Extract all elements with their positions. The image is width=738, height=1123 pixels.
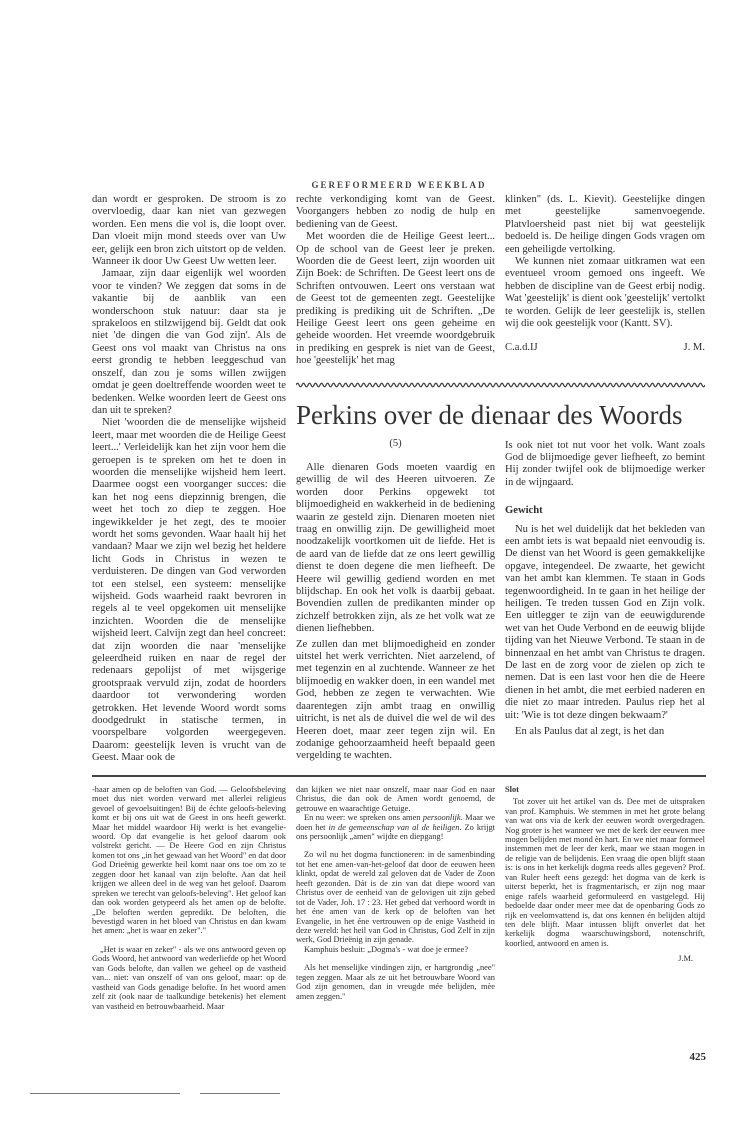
middle-column-top	[296, 194, 495, 368]
lower-section	[92, 785, 706, 1011]
text: . Zo krijgt ons persoonlijk „amen" wijdte en diepgang!	[296, 822, 495, 841]
paragraph: Zo wil nu het dogma functioneren: in de samenbinding tot het ene amen-van-het-geloof dat door de eeuwen heen klinkt, opdat de wereld zal geloven dat de Vader de Zoon heeft gezonden. Dát is de zin van dat diepe woord van Christus over de eenheid van de gelovigen uit zijn gebed tot de Vader, Joh. 17 : 23. Het gebed dat verhoord wordt in het éne amen van de kerk op de beloften van het Evangelie, in het éne vertrouwen op de enige Vastheid in deze wereld: het heil van God in Christus, God Zelf in zijn werk, God Drieënig in zijn genade.	[296, 850, 495, 945]
paragraph: Nu is het wel duidelijk dat het bekleden van een ambt iets is wat bepaald niet eenvoudig is. De dienst van het Woord is geen gemakkelijke opgave, integendeel. De zwaarte, het gewicht van het ambt kan klemmen. Te staan in Gods tegenwoordigheid. In te gaan in het heilige der heiligen. Te treden tussen God en Zijn volk. Een uitlegger te zijn van de eeuwigdurende wet van het Oude Verbond en de eeuwig blijde tijding van het Nieuwe Verbond. Te staan in de binnenzaal en het ambt van Christus te dragen. De last en de zorg voor de zielen op zich te nemen. Dat is een last voor hen die de Heere dienen in het ambt, die met eerbied naderen en die niet zo maar intreden. Paulus riep het al uit: 'Wie is tot deze dingen bekwaam?'	[505, 523, 705, 721]
signature-right: J. M.	[683, 342, 705, 354]
page-footer	[92, 1073, 706, 1103]
article-part-number: (5)	[389, 437, 402, 449]
paragraph: Ze zullen dan met blijmoedigheid en zonder uitstel het werk verrichten. Niet aarzelend, of met tegenzin en al zuchtende. Wanneer ze het blijmoedig en wakker doen, in een wandel met God, hebben ze zegen te verwachten. Wie daarentegen zijn ambt traag en onwillig uitricht, is net als de duivel die wel de wil des Heeren doet, maar zeer tegen zijn wil. En zodanige gehoorzaamheid heeft bepaald geen vergelding te wachten.	[296, 638, 495, 762]
paragraph: Kamphuis besluit: „Dogma's - wat doe je ermee?	[304, 944, 469, 954]
paragraph: „Het is waar en zeker" - als we ons antwoord geven op Gods Woord, het antwoord van wederliefde op het Woord van Gods belofte, dan vallen we geheel op de vastheid van... niet: van onszelf of van ons geloof, maar: op de vastheid van Gods genadige belofte. In het woord amen zelf zit (ook naar de taalkundige betekenis) het element van vastheid en betrouwbaarheid. Maar	[92, 944, 286, 1011]
scan-edge-line	[30, 1093, 180, 1094]
emphasis: persoonlijk	[422, 813, 461, 823]
scan-edge-line	[200, 1093, 280, 1094]
paragraph: Is ook niet tot nut voor het volk. Want zoals God de blijmoedige gever liefheeft, zo bemint Hij zonder twijfel ook de blijmoedige werker in de wijngaard.	[505, 439, 705, 488]
signature-left: C.a.d.IJ	[505, 342, 538, 354]
upper-section	[92, 194, 706, 765]
paragraph: Als het menselijke vindingen zijn, er hartgrondig „nee" tegen zeggen. Maar als ze uit het betrouwbare Woord van God zijn genomen, dan in vreugde mée belijden, mèe amen zeggen."	[296, 963, 495, 1001]
signature	[505, 342, 705, 354]
signature: J.M.	[678, 954, 693, 964]
bottom-right-column	[505, 785, 705, 964]
paragraph: -haar amen op de beloften van God. — Geloofsbeleving moet dus niet worden verward met allerlei religieus gevoel of gevoelsuitingen! Bij de échte geloofs-beleving komt er bij ons uit wat de Geest in ons heeft gewerkt. Maar het middel waardoor Hij werkt is het evangelie-woord. Op dat evangelie is het geloof daarom ook volstrekt gericht. — De Heere God en zijn Christus komen tot ons „in het gewaad van het Woord" en dat door God Drieënig gewerkte heil komt naar ons toe om zo te zeggen door het kanaal van zijn belofte. Aan dat heil krijgen we alleen deel in de weg van het geloof. Daarom spreken we terecht van geloofs-beleving". Het geloof kan dan ook worden getypeerd als het amen op de belofte. „De beloften werden gepredikt. De beloften, die bevestigd waren in het bloed van Christus en dan kwam het amen: „het is waar en zeker"."	[92, 784, 287, 936]
wavy-divider	[296, 380, 705, 390]
paragraph: rechte verkondiging komt van de Geest. Voorgangers hebben zo nodig de hulp en bediening van de Geest.	[296, 194, 495, 230]
bottom-left-column	[92, 785, 286, 1011]
paragraph: En als Paulus dat al zegt, is het dan	[515, 726, 665, 738]
running-header: GEREFORMEERD WEEKBLAD	[311, 180, 487, 190]
text: . Maar we doen het	[296, 813, 496, 832]
paragraph: Niet 'woorden die de menselijke wijsheid leert, maar met woorden die de Heilige Geest leert...' Verleidelijk kan het zijn voor hem die geroepen is te spreken om het te doen in woorden die menselijke wijsheid hem leert. Daarmee oogst een voorganger succes: die kan het nog eens diepzinnig brengen, die weet het toch zo diep te zeggen. Hoe ingewikkelder je het zegt, des te mooier wordt het soms gevonden. Waar haalt hij het vandaan? Maar we zijn wel bezig het heldere licht Gods in Christus in wezen te verduisteren. De dingen van God verworden tot een stelsel, een systeem: menselijke wijsheid. Gods waarheid raakt bevroren in regels al te veel opgekomen uit menselijke inzichten. Woorden die de menselijke wijsheid leert. Calvijn zegt dan heel concreet: dat zijn woorden die naar 'menselijke geleerdheid ruiken en naar de regel der redenaars gepolijst of met wijsgerige grootspraak vervuld zijn, zodat de hoorders daardoor tot verwondering worden getrokken. Het levende Woord wordt soms doodgedrukt in statische termen, in voorspelbare volgorden weergegeven. Daarom: geestelijk leven is vrucht van de Geest. Maar ook de	[92, 417, 286, 764]
paragraph: dan wordt er gesproken. De stroom is zo overvloedig, daar kan niet van gezwegen worden. Een mens die vol is, die loopt over. Dan vloeit mijn mond steeds over van Uw eer, gelijk een bron zich uitstort op de velden. Wanneer ik door Uw Geest Uw wetten leer.	[92, 194, 286, 268]
right-column-top	[505, 194, 705, 355]
text: En nu weer: we spreken ons amen	[304, 813, 423, 823]
paragraph: klinken" (ds. L. Kievit). Geestelijke dingen met geestelijke samenvoegende. Platvloersheid past niet bij wat geestelijk bedoeld is. De heilige dingen Gods vragen om een geheiligde vertolking.	[505, 194, 705, 255]
emphasis: in de gemeenschap van al de heiligen	[328, 822, 460, 832]
paragraph: Tot zover uit het artikel van ds. Dee met de uitspraken van prof. Kamphuis. We stemmen in met het grote belang van wat ons via de kerk der eeuwen wordt overgedragen. Nog groter is het wanneer we met de kerk der eeuwen mee mogen belijden met mond èn hart. En we niet maar formeel instemmen met de leer der kerk, maar we staan mogen in de religie van de belijdenis. Een vraag die open blijft staan is: is ons in het kerkelijk dogma reeds alles gegeven? Prof. van Ruler heeft eens gezegd: het dogma van de kerk is uiterst beperkt, het is fragmentarisch, er zijn nog maar enige rafels waarheid geformuleerd en vastgelegd. Hij bedoelde daar onder meer mee dat de openbaring Gods zo rijk en veelomvattend is, dat ons kennen én belijden altijd ten dele blijft. Maar intussen blijft onverlet dat het kerkelijk dogma waarschuwingsbord, notenschrift, koorlied, antwoord en amen is.	[505, 797, 705, 948]
left-column	[92, 194, 286, 765]
subheading: Gewicht	[505, 505, 543, 517]
paragraph: Alle dienaren Gods moeten vaardig en gewillig de wil des Heeren uitvoeren. Ze worden door Perkins opgewekt tot blijmoedigheid en wakkerheid in de bediening waarin ze gesteld zijn. Dienaren moeten niet traag en onwillig zijn. De gewilligheid moet noodzakelijk voortkomen uit de liefde. Het is de aard van de liefde dat ze ons leert gewillig dienst te doen degene die men liefheeft. De Heere wil gewillig gediend worden en met blijdschap. En ook het volk is daarbij gebaat. Bovendien zullen de predikanten minder op zichzelf betrokken zijn, als ze het volk wat ze dienen liefhebben.	[296, 461, 495, 635]
paragraph: Met woorden die de Heilige Geest leert... Op de school van de Geest leer je preken. Woorden die de Geest leert, zijn woorden uit Zijn Boek: de Schriften. De Geest leert ons de Schriften ontvouwen. Leert ons verstaan wat de Geest tot de gemeenten zegt. Geestelijke prediking is prediking uit de Schriften. „De Heilige Geest leert ons geen geheime en geheide woorden. Het vreemde woordgebruik in prediking en gesprek is niet van de Geest, hoe 'geestelijk' het mag	[296, 231, 495, 367]
bottom-middle-column	[296, 785, 495, 1002]
page-number: 425	[689, 1051, 706, 1064]
paragraph: We kunnen niet zomaar uitkramen wat een eventueel vroom gemoed ons ingeeft. We hebben de discipline van de Geest erbij nodig. Wat 'geestelijk' is dient ook 'geestelijk' vertolkt te worden. Gelijk de leer geestelijk is, stellen wij die ook geestelijk voor (Kantt. SV).	[505, 256, 705, 330]
paragraph: dan kijken we niet naar onszelf, maar naar God en naar Christus, die dan ook de Amen wordt genoemd, de getrouwe en waarachtige Getuige.	[296, 784, 495, 813]
section-divider	[92, 775, 706, 777]
paragraph	[296, 813, 495, 841]
article-title: Perkins over de dienaar des Woords	[296, 399, 683, 430]
article-column-1	[296, 434, 495, 763]
subheading: Slot	[505, 784, 519, 794]
article-column-2	[505, 440, 705, 739]
paragraph: Jamaar, zijn daar eigenlijk wel woorden voor te vinden? We zeggen dat soms in de vakantie bij de aanblik van een wonderschoon stuk natuur: daar sta je sprakeloos en stilzwijgend bij. Geldt dat ook niet 'de dingen die van God zijn'. Als de Geest ons vol maakt van Christus na ons eerst grondig te hebben leeggeschud van onszelf, dan zou je soms willen zwijgen omdat je geen doeltreffende woorden weet te bedenken. Welke woorden leert de Geest ons dan uit te spreken?	[92, 268, 286, 416]
